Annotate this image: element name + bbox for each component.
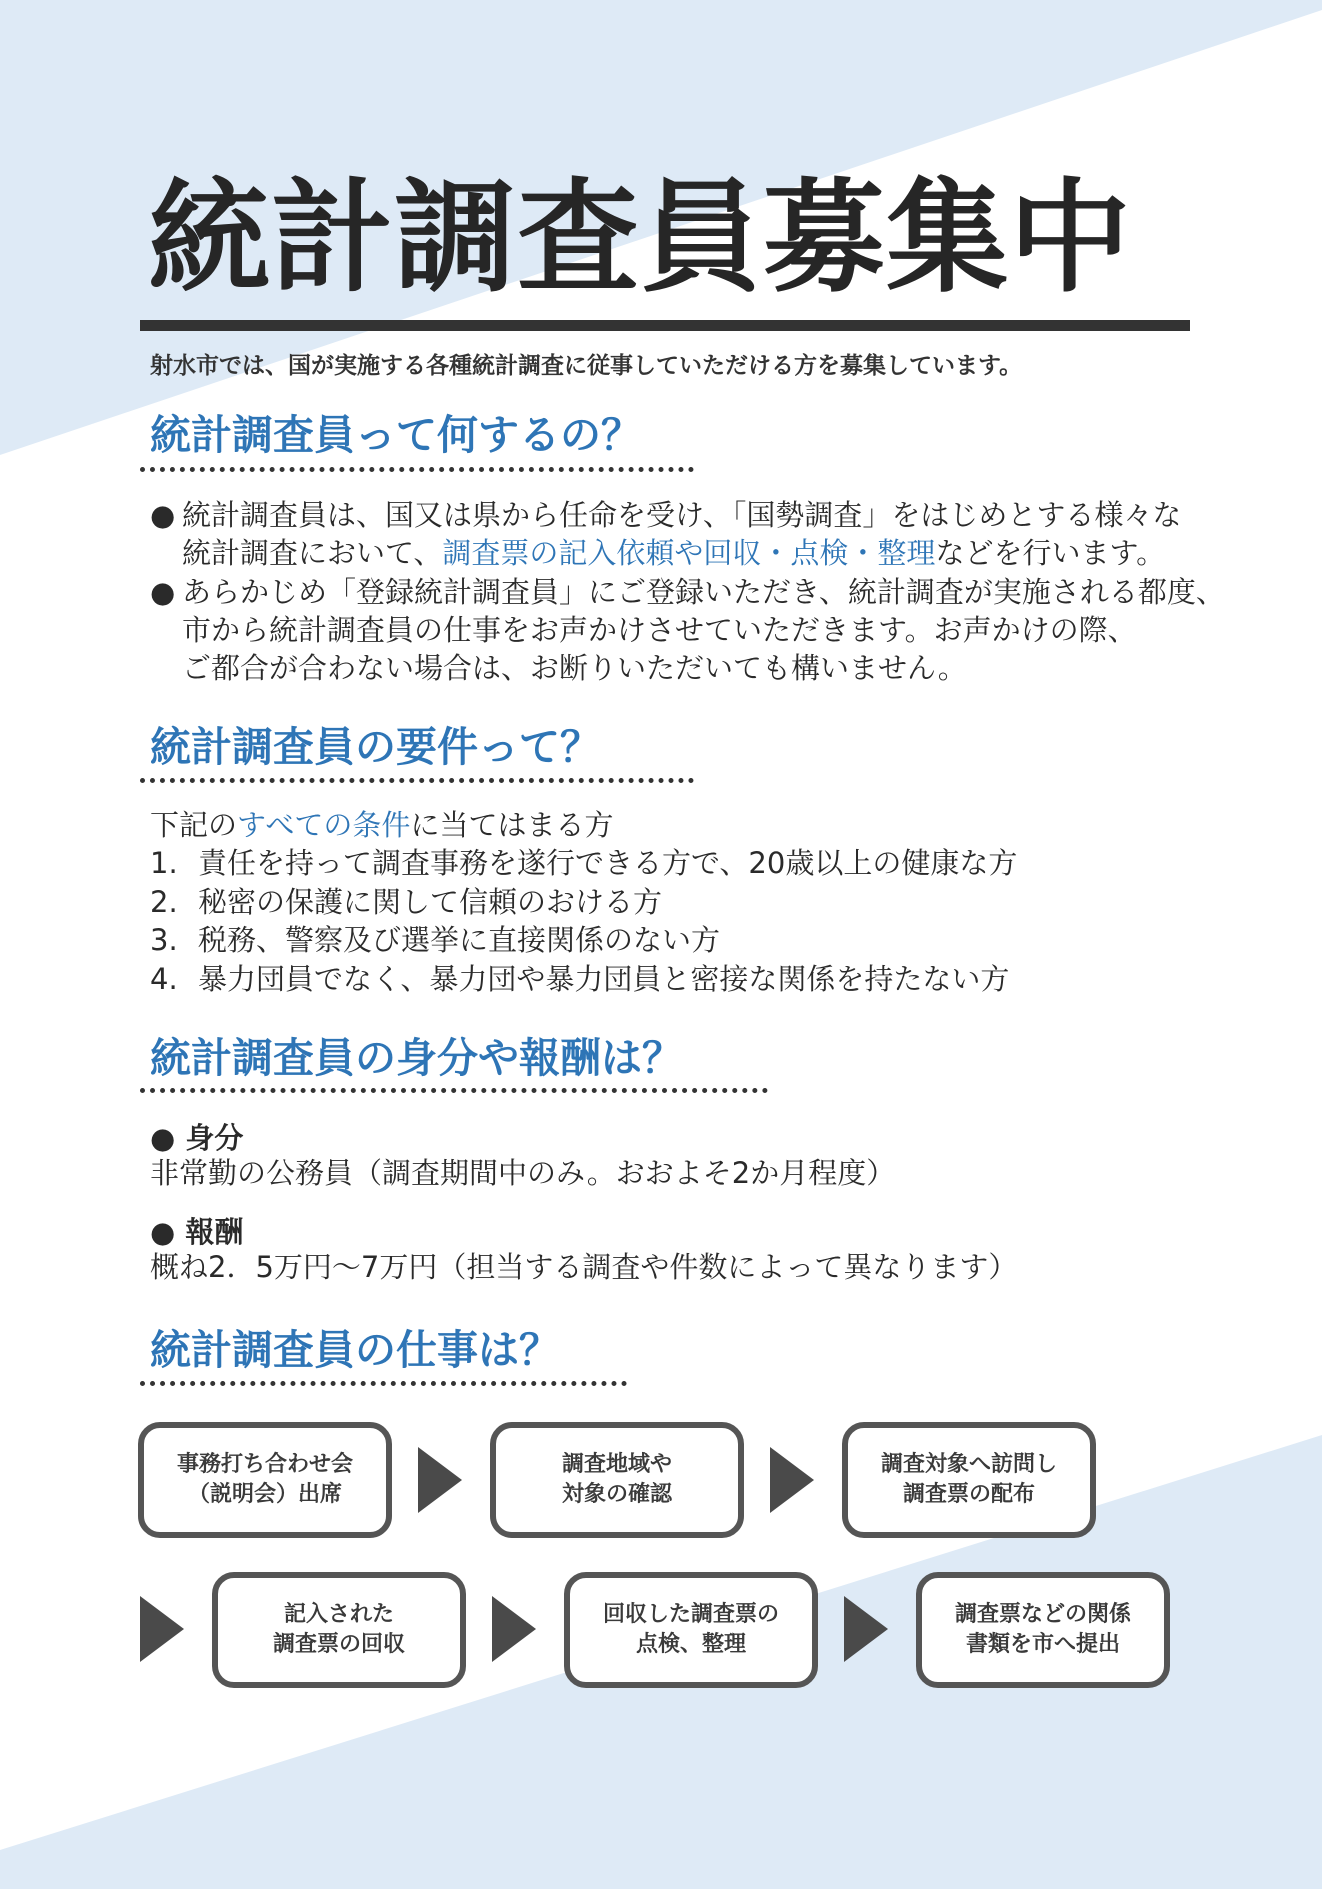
highlight-text: 調査票の記入依頼や回収・点検・整理 (442, 536, 936, 570)
arrow-right-icon (418, 1447, 462, 1513)
bullet-dot-icon: ● (150, 1215, 176, 1249)
list-text: 暴力団員でなく、暴力団や暴力団員と密接な関係を持たない方 (198, 961, 1010, 996)
bullet-dot-icon: ● (150, 1121, 176, 1155)
step-line: 調査票の回収 (272, 1632, 405, 1657)
step-line: 調査票の配布 (902, 1482, 1035, 1507)
list-text: 税務、警察及び選挙に直接関係のない方 (198, 923, 721, 957)
requirements-list (150, 844, 1017, 998)
list-number: 2. (150, 884, 178, 919)
flow-step-2 (490, 1422, 744, 1538)
highlight-text: すべての条件 (237, 808, 411, 842)
step-line: （説明会）出席 (187, 1482, 342, 1507)
step-line: 対象の確認 (561, 1482, 672, 1507)
step-line: 点検、整理 (635, 1632, 746, 1657)
bullet-text: などを行います。 (935, 536, 1166, 570)
arrow-right-icon (844, 1596, 888, 1662)
bullet-line: 統計調査員は、国又は県から任命を受け、「国勢調査」をはじめとする様々な (182, 498, 1182, 532)
step-line: 記入された (283, 1602, 394, 1627)
step-line: 調査対象へ訪問し (880, 1452, 1057, 1477)
page-title: 統計調査員募集中 (148, 167, 1132, 309)
intro-text: 射水市では、国が実施する各種統計調査に従事していただける方を募集しています。 (150, 353, 1023, 379)
list-item (150, 883, 1017, 922)
list-number: 3. (150, 923, 178, 957)
title-underline (140, 320, 1190, 331)
step-line: 事務打ち合わせ会 (176, 1452, 353, 1477)
flow-step-6 (916, 1572, 1170, 1688)
section-heading-requirements: 統計調査員の要件って？ (150, 723, 601, 771)
list-number: 1. (150, 846, 178, 880)
lead-text: 下記の (150, 808, 238, 842)
flow-step-3 (842, 1422, 1096, 1538)
section-heading-status: 統計調査員の身分や報酬は？ (150, 1034, 683, 1082)
section-divider (140, 778, 694, 783)
section-heading-what: 統計調査員って何するの？ (150, 411, 642, 459)
status-label-text: 身分 (185, 1121, 244, 1155)
bullet-line: 市から統計調査員の仕事をお声かけさせていただきます。お声かけの際、 (182, 613, 1137, 647)
list-text: 秘密の保護に関して信頼のおける方 (198, 884, 663, 919)
bullet-line (150, 534, 1181, 572)
bullet-item-role (150, 496, 1181, 572)
list-number: 4. (150, 961, 178, 996)
bullet-line: あらかじめ「登録統計調査員」にご登録いただき、統計調査が実施される都度、 (182, 575, 1225, 609)
pay-label (150, 1210, 243, 1251)
bullet-dot-icon: ● (150, 498, 176, 532)
step-line: 調査票などの関係 (954, 1602, 1131, 1627)
pay-text: 概ね2．5万円～7万円（担当する調査や件数によって異なります） (150, 1250, 1018, 1284)
list-item (150, 844, 1017, 883)
step-line: 調査地域や (561, 1452, 672, 1477)
requirements-lead (150, 806, 613, 844)
status-text: 非常勤の公務員（調査期間中のみ。おおよそ2か月程度） (150, 1156, 896, 1190)
bullet-text: 統計調査において、 (182, 536, 443, 570)
bullet-dot-icon: ● (150, 575, 176, 609)
bullet-line: ご都合が合わない場合は、お断りいただいても構いません。 (182, 651, 967, 685)
list-item (150, 960, 1017, 999)
section-heading-work: 統計調査員の仕事は？ (150, 1326, 560, 1374)
list-text: 責任を持って調査事務を遂行できる方で、20歳以上の健康な方 (198, 846, 1018, 880)
arrow-right-icon (140, 1596, 184, 1662)
step-line: 書類を市へ提出 (965, 1632, 1120, 1657)
flow-step-1 (138, 1422, 392, 1538)
status-label (150, 1116, 243, 1157)
bullet-item-registration (150, 573, 1225, 687)
step-line: 回収した調査票の (602, 1602, 779, 1627)
arrow-right-icon (770, 1447, 814, 1513)
arrow-right-icon (492, 1596, 536, 1662)
lead-text: に当てはまる方 (410, 808, 614, 842)
section-divider (140, 1381, 627, 1386)
flow-step-5 (564, 1572, 818, 1688)
flow-step-4 (212, 1572, 466, 1688)
list-item (150, 921, 1017, 960)
section-divider (140, 467, 694, 472)
section-divider (140, 1088, 768, 1093)
pay-label-text: 報酬 (185, 1215, 244, 1249)
